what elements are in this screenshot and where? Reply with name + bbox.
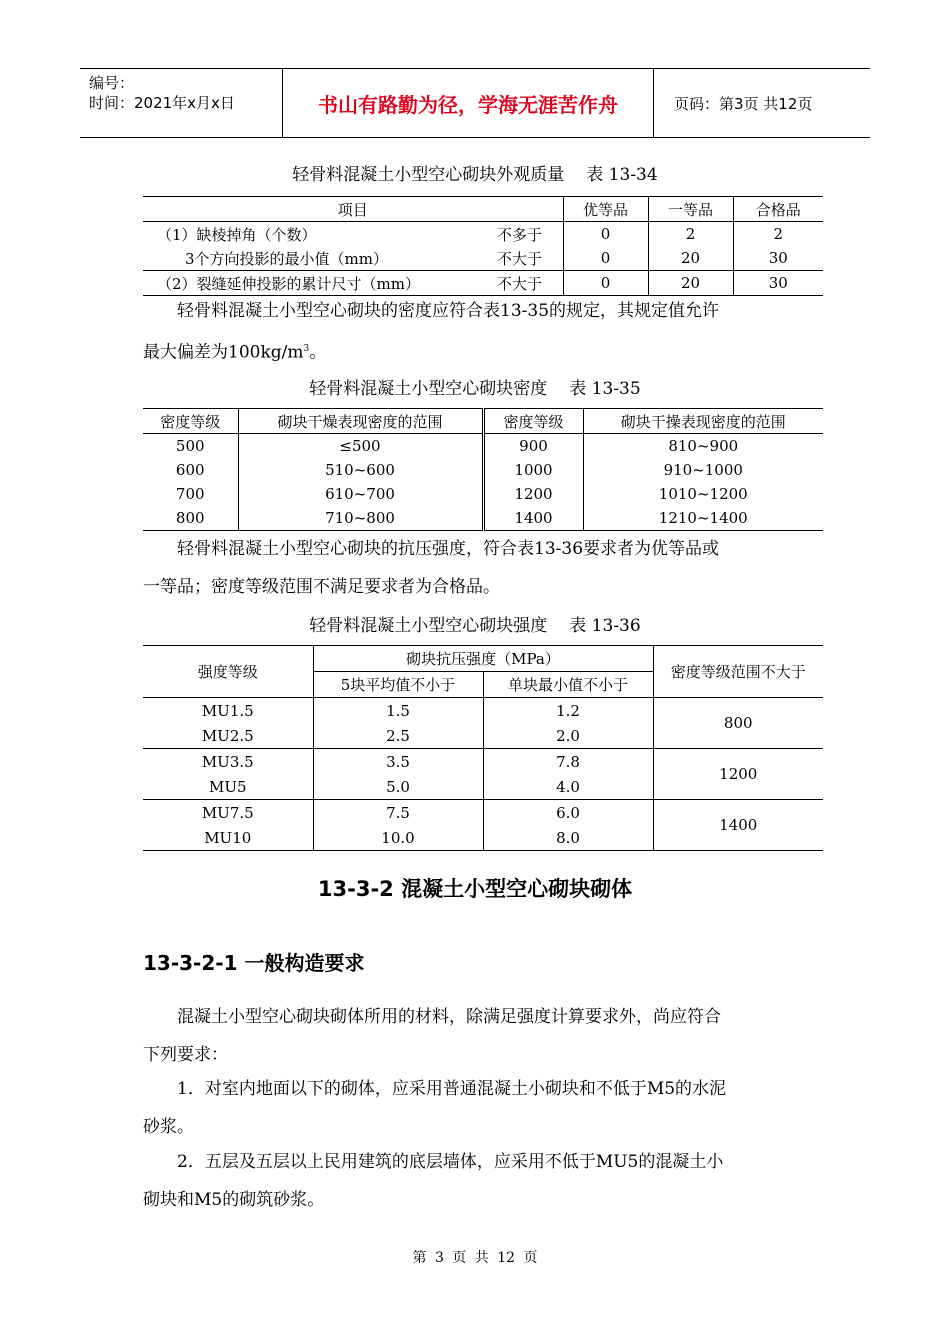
page-label: 页码：第3页 共12页	[674, 94, 813, 113]
table-row: （2）裂缝延伸投影的累计尺寸（mm） 不大于 0 20 30	[143, 271, 823, 296]
table-row: MU1.5 1.5 1.2 800	[143, 698, 823, 724]
list-item-1: 1．对室内地面以下的砌体，应采用普通混凝土小砌块和不低于M5的水泥 砂浆。	[143, 1079, 727, 1137]
th-first: 一等品	[648, 197, 733, 222]
th-item: 项目	[143, 197, 563, 222]
table2-caption: 轻骨料混凝土小型空心砌块密度 表 13-35	[309, 379, 641, 399]
table-row: MU3.5 3.5 7.8 1200	[143, 749, 823, 775]
table-row: 500 ≤500 900 810~900	[143, 434, 823, 459]
th-qualified: 合格品	[733, 197, 823, 222]
table-13-35: 密度等级 砌块干燥表现密度的范围 密度等级 砌块干操表现密度的范围 500 ≤500 900 810~900 600 510~600 1000 910~1000 700 610~700 1200 1010~1200 800 710~800 1400 1210~1400	[143, 408, 823, 531]
table-row: 800 710~800 1400 1210~1400	[143, 506, 823, 531]
table-row: MU10 10.0 8.0	[143, 825, 823, 851]
table-row: MU2.5 2.5 2.0	[143, 723, 823, 749]
th-excellent: 优等品	[563, 197, 648, 222]
paragraph-strength: 轻骨料混凝土小型空心砌块的抗压强度，符合表13-36要求者为优等品或 一等品；密度等级范围不满足要求者为合格品。	[143, 539, 720, 597]
table-row: 3个方向投影的最小值（mm） 不大于 0 20 30	[143, 246, 823, 271]
table-row: （1）缺棱掉角（个数） 不多于 0 2 2	[143, 222, 823, 247]
paragraph-materials: 混凝土小型空心砌块砌体所用的材料，除满足强度计算要求外，尚应符合 下列要求：	[143, 1007, 721, 1065]
table-13-34	[143, 196, 823, 296]
table-row: 700 610~700 1200 1010~1200	[143, 482, 823, 506]
header-meta	[80, 69, 282, 137]
number-label: 编号：	[89, 74, 135, 92]
table1-caption: 轻骨料混凝土小型空心砌块外观质量 表 13-34	[292, 165, 658, 185]
row-item: （2）裂缝延伸投影的累计尺寸（mm） 不大于	[143, 271, 563, 296]
paragraph-density: 轻骨料混凝土小型空心砌块的密度应符合表13-35的规定，其规定值允许 最大偏差为$100kg/m^3$。	[143, 301, 720, 363]
row-item: 3个方向投影的最小值（mm） 不大于	[143, 246, 563, 271]
table-row: MU7.5 7.5 6.0 1400	[143, 800, 823, 826]
row-item: （1）缺棱掉角（个数） 不多于	[157, 225, 543, 244]
page-footer: 第 3 页 共 12 页	[412, 1250, 538, 1266]
time-label: 时间：2021年x月x日	[89, 94, 235, 112]
page-header	[80, 68, 870, 138]
table3-caption: 轻骨料混凝土小型空心砌块强度 表 13-36	[309, 616, 641, 636]
table-row: MU5 5.0 4.0	[143, 774, 823, 800]
table-13-36: 强度等级 砌块抗压强度（MPa） 密度等级范围不大于 5块平均值不小于 单块最小值不小于 MU1.5 1.5 1.2 800 MU2.5 2.5 2.0 MU3.5 3.5 7.8 1200 MU5 5.0 4.0 MU7.5 7.5 6.0 1400 MU10 10.0 8.0	[143, 645, 823, 851]
subsection-title: 13-3-2-1 一般构造要求	[143, 951, 365, 975]
list-item-2: 2．五层及五层以上民用建筑的底层墙体，应采用不低于MU5的混凝土小 砌块和M5的砌筑砂浆。	[143, 1152, 724, 1210]
table-row: 600 510~600 1000 910~1000	[143, 458, 823, 482]
section-title: 13-3-2 混凝土小型空心砌块砌体	[317, 877, 633, 901]
motto: 书山有路勤为径，学海无涯苦作舟	[282, 69, 654, 137]
